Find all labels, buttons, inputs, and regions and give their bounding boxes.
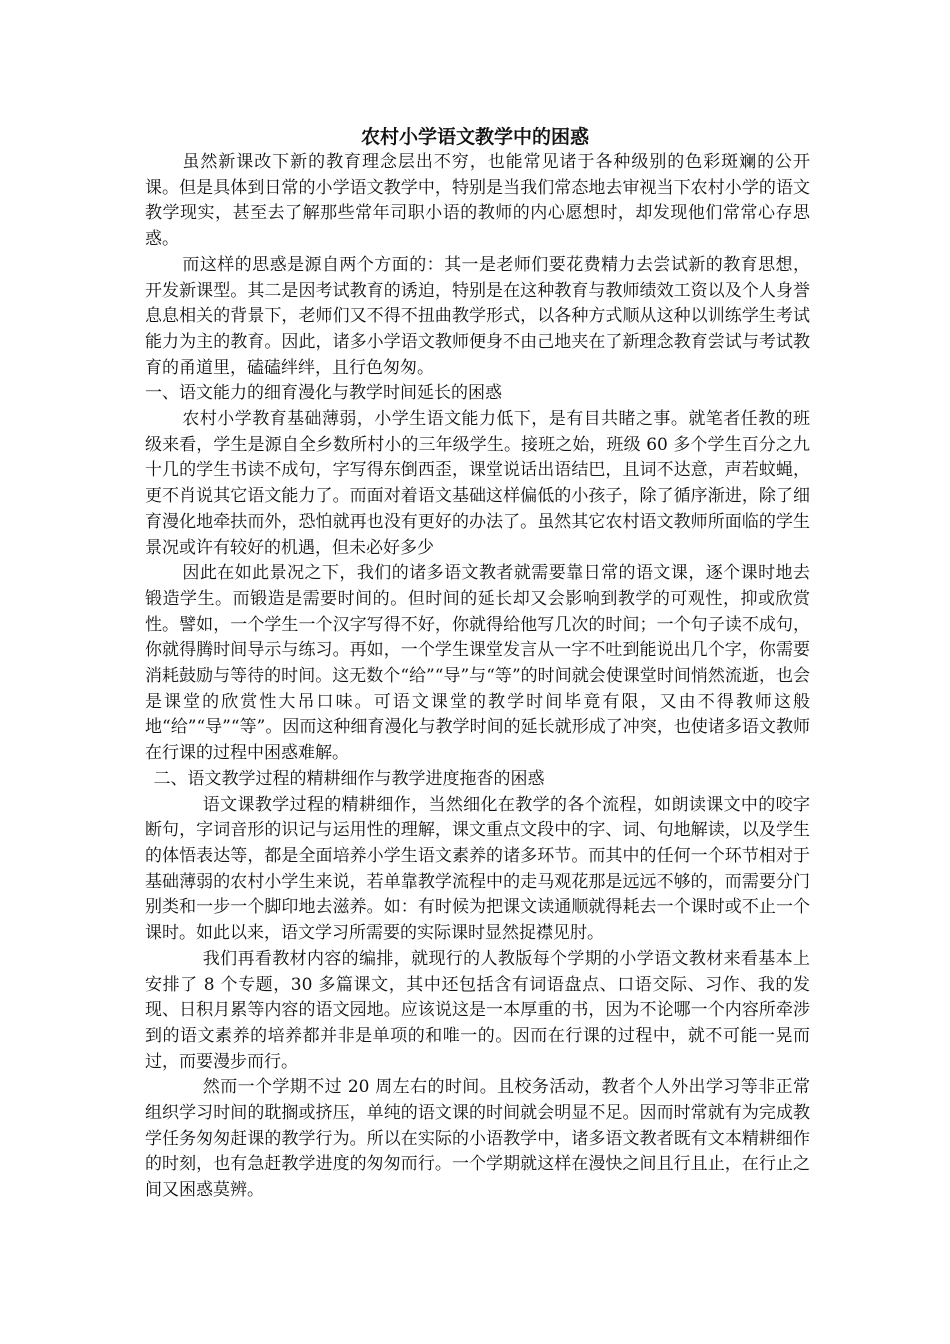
paragraph-time: 因此在如此景况之下，我们的诸多语文教者就需要靠日常的语文课，逐个课时地去锻造学生。而锻造是需要时间的。但时间的延长却又会影响到教学的可观性，抑或欣赏性。譬如，一个学生一个汉字写得不好，你就得给他写几次的时间；一个句子读不成句，你就得腾时间导示与练习。再如，一个学生课堂发言从一字不吐到能说出几个字，你需要消耗鼓励与等待的时间。这无数个“给”“导”与“等”的时间就会使课堂时间悄然流逝，也会是课堂的欣赏性大吊口味。可语文课堂的教学时间毕竟有限，又由不得教师这般地“给”“导”“等”。因而这种细育漫化与教学时间的延长就形成了冲突，也使诸多语文教师在行课的过程中困惑难解。 [145,563,810,764]
paragraph-intro: 虽然新课改下新的教育理念层出不穷，也能常见诸于各种级别的色彩斑斓的公开课。但是具体到日常的小学语文教学中，特别是当我们常态地去审视当下农村小学的语文教学现实，甚至去了解那些常年司职小语的教师的内心愿想时，却发现他们常常心存思惑。 [145,152,810,250]
paragraph-process: 语文课教学过程的精耕细作，当然细化在教学的各个流程，如朗读课文中的咬字断句，字词音形的识记与运用性的理解，课文重点文段中的字、词、句地解读，以及学生的体悟表达等，都是全面培养小学生语文素养的诸多环节。而其中的任何一个环节相对于基础薄弱的农村小学生来说，若单靠教学流程中的走马观花那是远远不够的，而需要分门别类和一步一个脚印地去滋养。如：有时候为把课文读通顺就得耗去一个课时或不止一个课时。如此以来，语文学习所需要的实际课时显然捉襟见肘。 [145,794,810,944]
section-heading-1: 一、语文能力的细育漫化与教学时间延长的困惑 [145,383,502,404]
paragraph-foundation: 农村小学教育基础薄弱，小学生语文能力低下，是有目共睹之事。就笔者任教的班级来看，学生是源自全乡数所村小的三年级学生。接班之始，班级 60 多个学生百分之九十几的学生书读不成句，字写得东倒西歪，课堂说话出语结巴，且词不达意，声若蚊蝇，更不肖说其它语文能力了。而面对着语文基础这样偏低的小孩子，除了循序渐进，除了细育漫化地牵扶而外，恐怕就再也没有更好的办法了。虽然其它农村语文教师所面临的学生景况或许有较好的机遇，但未必好多少 [145,409,810,558]
document-title: 农村小学语文教学中的困惑 [360,126,589,148]
document-body [145,150,810,1204]
paragraph-sources: 而这样的思惑是源自两个方面的：其一是老师们要花费精力去尝试新的教育思想，开发新课型。其二是因考试教育的诱迫，特别是在这种教育与教师绩效工资以及个人身誉息息相关的背景下，老师们又不得不扭曲教学形式，以各种方式顺从这种以训练学生考试能力为主的教育。因此，诸多小学语文教师便身不由己地夹在了新理念教育尝试与考试教育的甬道里，磕磕绊绊，且行色匆匆。 [145,254,810,378]
paragraph-semester: 然而一个学期不过 20 周左右的时间。且校务活动，教者个人外出学习等非正常组织学习时间的耽搁或挤压，单纯的语文课的时间就会明显不足。因而时常就有为完成教学任务匆匆赶课的教学行为。所以在实际的小语教学中，诸多语文教者既有文本精耕细作的时刻，也有急赶教学进度的匆匆而行。一个学期就这样在漫快之间且行且止，在行止之间又困惑莫辨。 [145,1077,810,1201]
section-heading-2: 二、语文教学过程的精耕细作与教学进度拖沓的困惑 [153,768,545,789]
paragraph-textbook: 我们再看教材内容的编排，就现行的人教版每个学期的小学语文教材来看基本上安排了 8 个专题，30 多篇课文，其中还包括含有词语盘点、口语交际、习作、我的发现、日积月累等内容的语文园地。应该说这是一本厚重的书，因为不论哪一个内容所牵涉到的语文素养的培养都并非是单项的和唯一的。因而在行课的过程中，就不可能一晃而过，而要漫步而行。 [145,948,810,1072]
